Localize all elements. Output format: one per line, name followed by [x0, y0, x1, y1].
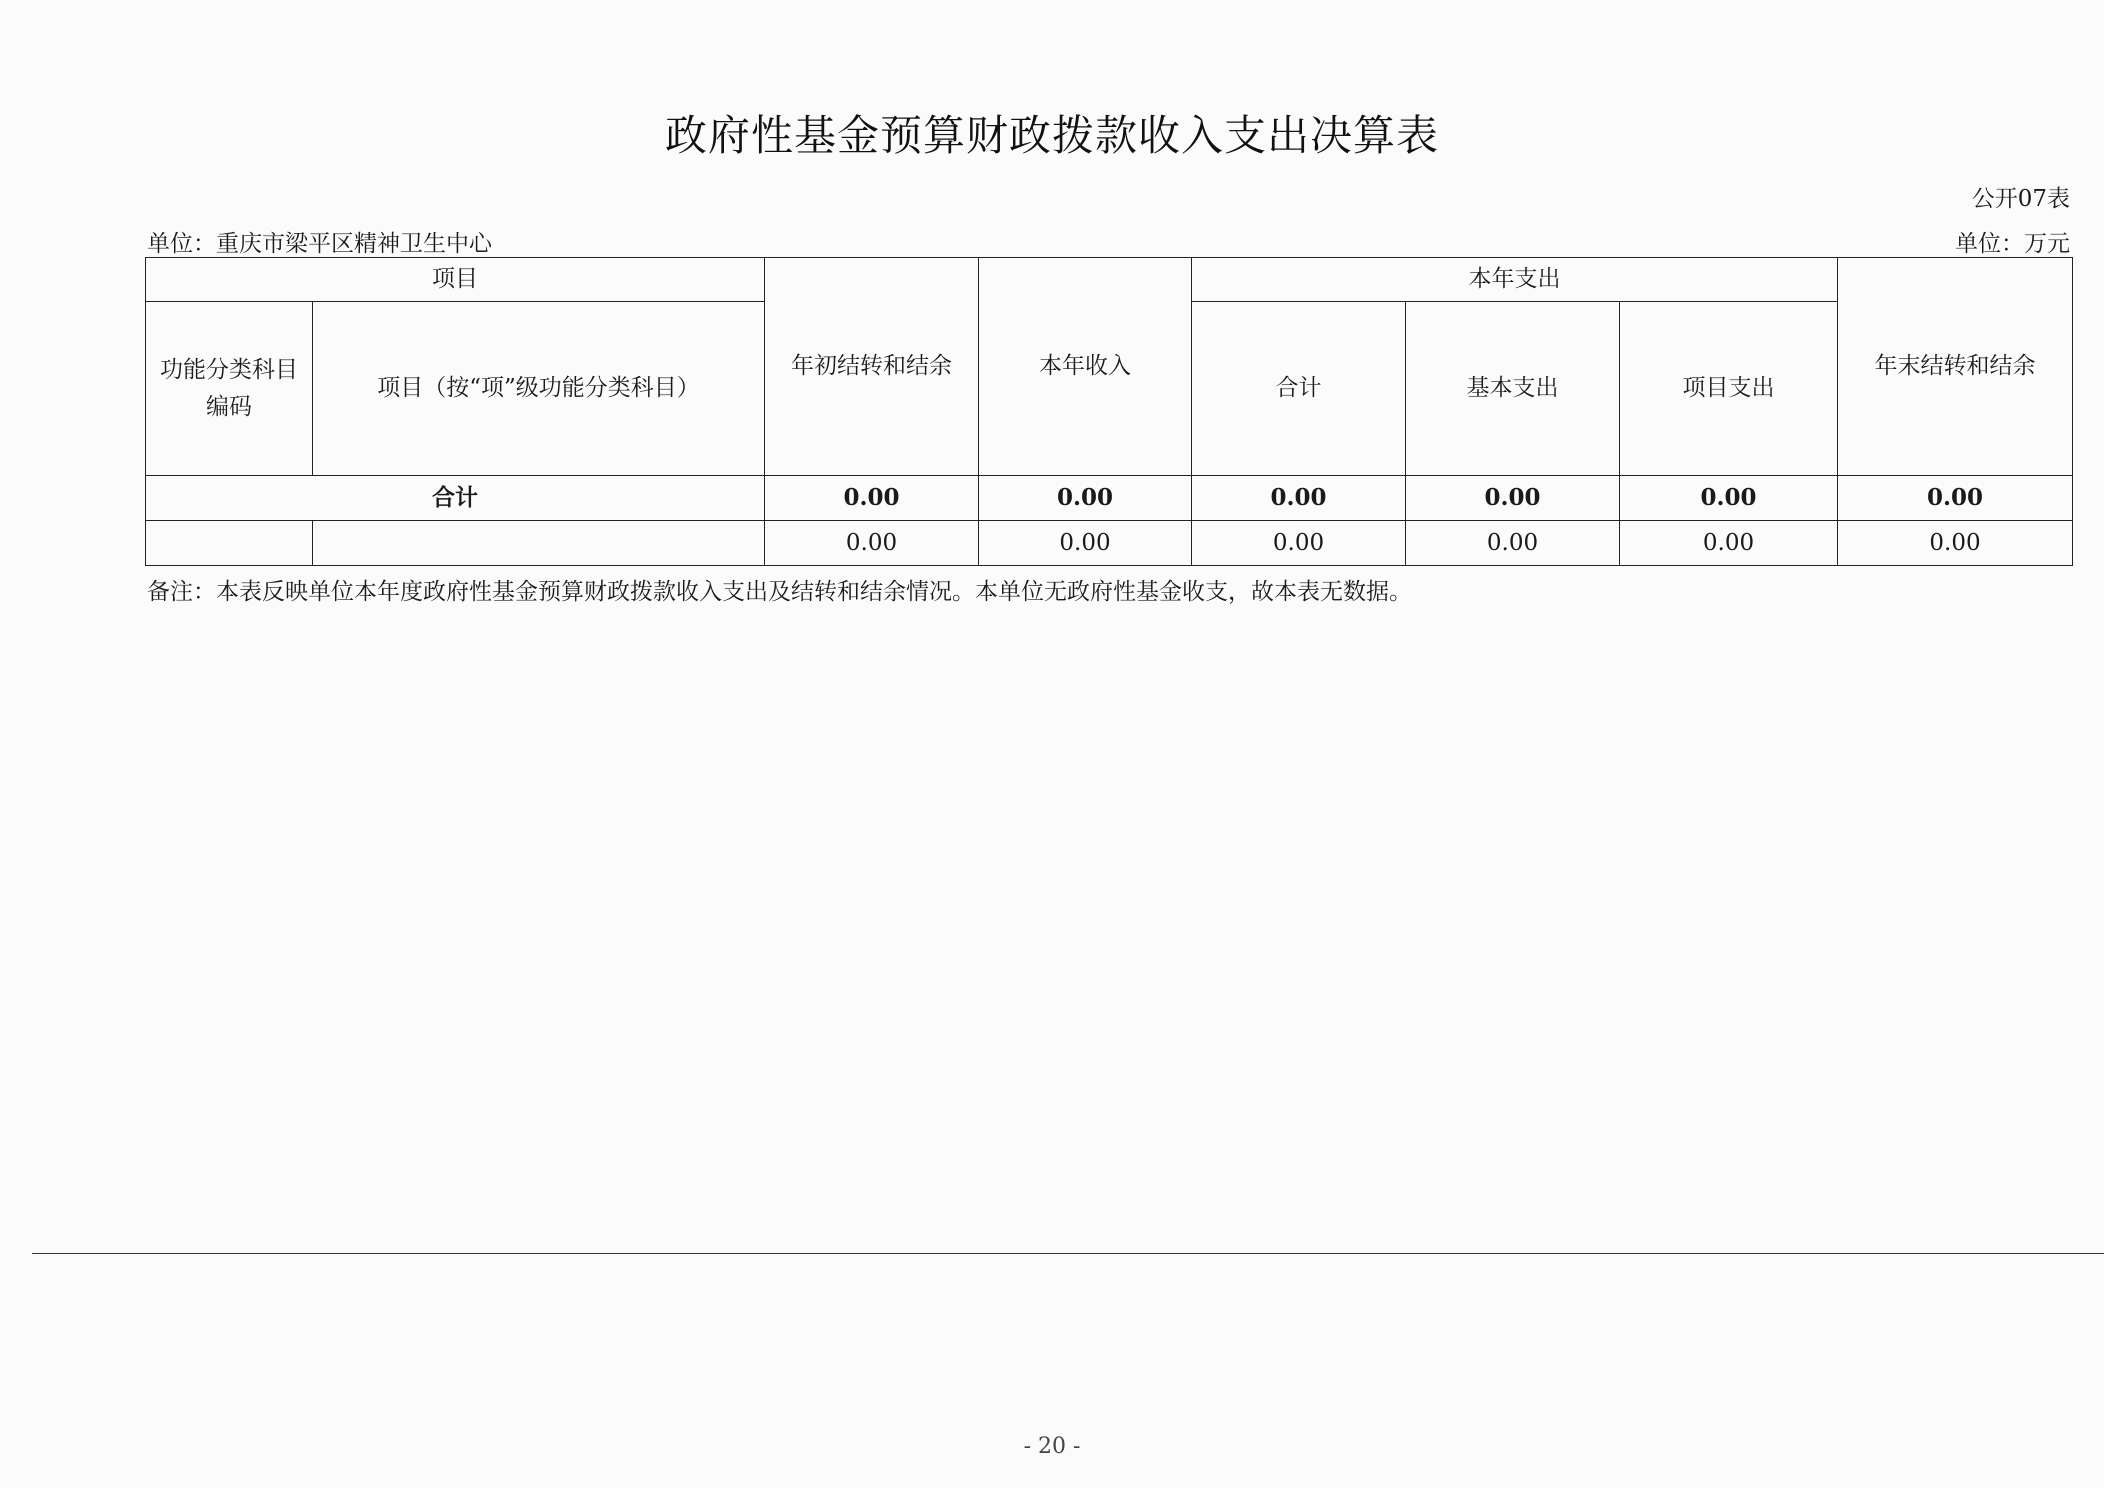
total-label: 合计 — [146, 476, 765, 521]
total-end-balance: 0.00 — [1838, 476, 2073, 521]
row-income: 0.00 — [979, 521, 1192, 566]
header-end-balance: 年末结转和结余 — [1838, 258, 2073, 476]
row-name — [313, 521, 765, 566]
header-project-name: 项目（按“项”级功能分类科目） — [313, 302, 765, 476]
page-number: - 20 - — [1023, 1434, 1081, 1459]
row-code — [146, 521, 313, 566]
remark-note: 备注：本表反映单位本年度政府性基金预算财政拨款收入支出及结转和结余情况。本单位无政府性基金收支，故本表无数据。 — [147, 579, 1412, 605]
header-func-code: 功能分类科目编码 — [146, 302, 313, 476]
row-begin-balance: 0.00 — [765, 521, 979, 566]
total-income: 0.00 — [979, 476, 1192, 521]
table-row — [146, 521, 2073, 566]
row-expense-total: 0.00 — [1192, 521, 1406, 566]
total-basic-expense: 0.00 — [1406, 476, 1620, 521]
header-income: 本年收入 — [979, 258, 1192, 476]
final-accounts-table — [145, 257, 2073, 566]
row-end-balance: 0.00 — [1838, 521, 2073, 566]
total-item-expense: 0.00 — [1620, 476, 1838, 521]
row-item-expense: 0.00 — [1620, 521, 1838, 566]
header-expense: 本年支出 — [1192, 258, 1838, 302]
table-row-total — [146, 476, 2073, 521]
table-number: 公开07表 — [1971, 186, 2070, 212]
header-project: 项目 — [146, 258, 765, 302]
header-begin-balance: 年初结转和结余 — [765, 258, 979, 476]
total-expense-total: 0.00 — [1192, 476, 1406, 521]
unit-currency: 单位：万元 — [1955, 231, 2070, 257]
unit-organization: 单位：重庆市梁平区精神卫生中心 — [147, 231, 492, 257]
page-divider — [32, 1253, 2104, 1254]
page-title: 政府性基金预算财政拨款收入支出决算表 — [664, 111, 1439, 160]
header-basic-expense: 基本支出 — [1406, 302, 1620, 476]
total-begin-balance: 0.00 — [765, 476, 979, 521]
header-item-expense: 项目支出 — [1620, 302, 1838, 476]
header-expense-total: 合计 — [1192, 302, 1406, 476]
row-basic-expense: 0.00 — [1406, 521, 1620, 566]
